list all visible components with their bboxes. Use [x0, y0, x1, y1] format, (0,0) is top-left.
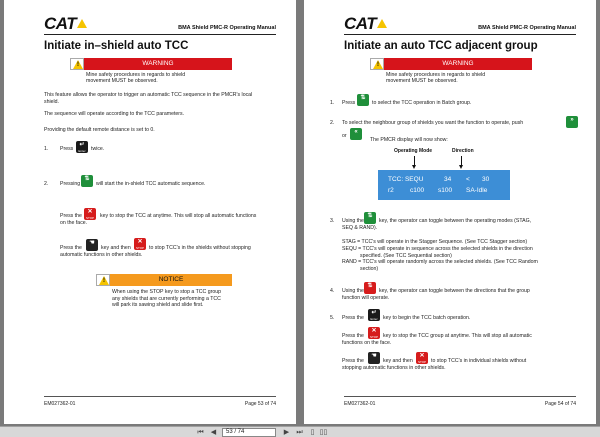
step-text: Pressing	[60, 181, 81, 187]
document-page-right	[304, 0, 596, 424]
arrow-down-icon	[461, 156, 462, 166]
display-value: c100	[410, 187, 425, 194]
page-number-input[interactable]: 53 / 74	[222, 428, 276, 437]
next-page-button[interactable]: ▶	[283, 429, 290, 436]
mode-sequ: specified. (See TCC Sequential section)	[360, 252, 452, 259]
step-text: to select the TCC operation in Batch group.	[372, 100, 472, 106]
enter-key-icon: ↵ Enter	[368, 309, 380, 321]
notice-text-3: will park its sawing shield and slide first.	[112, 302, 204, 308]
cat-logo: CAT	[344, 14, 387, 34]
header-title: BMA Shield PMC-R Operating Manual	[478, 25, 576, 31]
mode-rand: section)	[360, 265, 379, 272]
intro-line-1: This feature allows the operator to trigger an automatic TCC sequence in the PMCR's local	[44, 92, 253, 98]
step-text: Press	[60, 146, 74, 152]
stop-key-icon: ✕ STOP	[85, 209, 95, 220]
warning-icon: !	[370, 58, 384, 70]
doc-id: EM027362-01	[44, 401, 76, 407]
header-divider	[44, 34, 276, 35]
single-page-view-icon[interactable]: ▯	[310, 429, 315, 436]
group-right-key-icon: »	[566, 116, 578, 128]
hand-key-icon: ☚	[368, 352, 380, 364]
step-number: 1.	[330, 100, 335, 106]
step-number: 3.	[330, 218, 335, 224]
tcc-start-key-icon: ⇅	[81, 175, 93, 187]
previous-page-button[interactable]: ◀	[210, 429, 217, 436]
step-text: will start the in-shield TCC automatic sequence.	[96, 181, 206, 187]
stop2-text: Press the	[342, 358, 364, 364]
step-text: Using the	[342, 218, 364, 224]
direction-label: Direction	[452, 148, 474, 154]
warning-text-2: movement MUST be observed.	[386, 78, 458, 84]
stop-text: key to stop the TCC group at anytime. This will stop all automatic	[383, 333, 532, 339]
page-number: Page 54 of 74	[544, 401, 576, 407]
display-value: 30	[482, 176, 490, 183]
step-text: The PMCR display will now show:	[370, 137, 448, 143]
viewer-toolbar	[0, 426, 600, 437]
warning-banner: WARNING	[384, 58, 532, 70]
step-text: Using the	[342, 288, 364, 294]
direction-toggle-key-icon: ⇅	[364, 282, 376, 294]
step-text: Press	[342, 100, 356, 106]
section-title: Initiate in–shield auto TCC	[44, 40, 189, 52]
mode-rand: RAND = TCC's will operate randomly across the selected shields. (See TCC Random	[342, 259, 538, 265]
first-page-button[interactable]: ⏮	[197, 429, 204, 436]
intro-line-2: shield.	[44, 98, 59, 105]
mode-stag: STAG = TCC's will operate in the Stagger Sequence. (See TCC Stagger section)	[342, 239, 528, 245]
stop2-text: stopping automatic functions in other shields.	[342, 364, 446, 371]
step-text: twice.	[91, 146, 105, 152]
enter-key-icon: ↵ Enter	[76, 141, 88, 153]
mode-toggle-key-icon: ⇅	[364, 212, 376, 224]
step-text: key, the operator can toggle between the operating modes (STAG,	[379, 218, 532, 224]
display-direction: <	[466, 176, 470, 183]
step-text: SEQ & RAND).	[342, 224, 378, 231]
step-text: key, the operator can toggle between the directions that the group	[379, 288, 530, 294]
warning-text-2: movement MUST be observed.	[86, 78, 158, 84]
warning-text-1: Mine safety procedures in regards to shield	[386, 72, 486, 78]
two-page-view-icon[interactable]: ▯▯	[319, 429, 328, 436]
section-title: Initiate an auto TCC adjacent group	[344, 40, 538, 52]
stop2-text: to stop TCC's in individual shields without	[431, 358, 527, 364]
warning-icon: !	[70, 58, 84, 70]
stop2-text: key and then	[101, 245, 131, 251]
header-title: BMA Shield PMC-R Operating Manual	[178, 25, 276, 31]
stop-key-icon: ✕ STOP	[369, 328, 379, 339]
step-text: To select the neighbour group of shields you want the function to operate, push	[342, 120, 524, 126]
hand-key-icon: ☚	[86, 239, 98, 251]
stop-key-icon: ✕ STOP	[135, 239, 145, 250]
display-value: s100	[438, 187, 453, 194]
header-divider	[344, 34, 576, 35]
step-text: function will operate.	[342, 294, 390, 301]
group-left-key-icon: «	[350, 128, 362, 140]
stop-text: Press the	[342, 333, 364, 339]
warning-banner: WARNING	[84, 58, 232, 70]
step-number: 2.	[44, 181, 49, 187]
doc-id: EM027362-01	[344, 401, 376, 407]
step-text: Press the	[342, 315, 364, 321]
step-number: 5.	[330, 315, 335, 321]
stop-text: key to stop the TCC at anytime. This will stop all automatic functions	[100, 213, 257, 219]
stop2-text: Press the	[60, 245, 82, 251]
footer-divider	[344, 396, 576, 397]
display-status: SA-Idle	[466, 187, 488, 194]
step-number: 2.	[330, 120, 335, 126]
display-value: 34	[444, 176, 452, 183]
display-value: r2	[388, 187, 394, 194]
last-page-button[interactable]: ⏭	[296, 429, 303, 436]
operating-mode-label: Operating Mode	[394, 148, 433, 154]
intro-paragraph-2: The sequence will operate according to the TCC parameters.	[44, 111, 185, 117]
stop2-text: automatic functions in other shields.	[60, 251, 143, 258]
arrow-down-icon	[414, 156, 415, 166]
step-text: or	[342, 133, 347, 139]
cat-logo: CAT	[44, 14, 87, 34]
mode-sequ: SEQU = TCC's will operate in sequence across the selected shields in the direction	[342, 246, 533, 252]
intro-paragraph-3: Providing the default remote distance is set to 0.	[44, 127, 155, 133]
stop2-text: key and then	[383, 358, 413, 364]
notice-text-1: When using the STOP key to stop a TCC group	[112, 289, 221, 295]
notice-icon: !	[96, 274, 110, 286]
step-number: 4.	[330, 288, 335, 294]
stop-text: on the face.	[60, 219, 88, 226]
tcc-start-key-icon: ⇅	[357, 94, 369, 106]
stop-key-icon: ✕ STOP	[417, 353, 427, 364]
step-text: key to begin the TCC batch operation.	[383, 315, 471, 321]
page-number: Page 53 of 74	[244, 401, 276, 407]
warning-text-1: Mine safety procedures in regards to shield	[86, 72, 186, 78]
footer-divider	[44, 396, 276, 397]
notice-banner: NOTICE	[110, 274, 232, 286]
step-number: 1.	[44, 146, 49, 152]
display-mode: TCC: SEQU	[388, 176, 424, 183]
pmcr-display	[378, 170, 510, 200]
notice-text-2: any shields that are currently performing a TCC	[112, 295, 221, 302]
document-page-left	[4, 0, 296, 424]
stop2-text: to stop TCC's in the shields without stopping	[149, 245, 251, 251]
stop-text: Press the	[60, 213, 82, 219]
stop-text: functions on the face.	[342, 339, 392, 346]
